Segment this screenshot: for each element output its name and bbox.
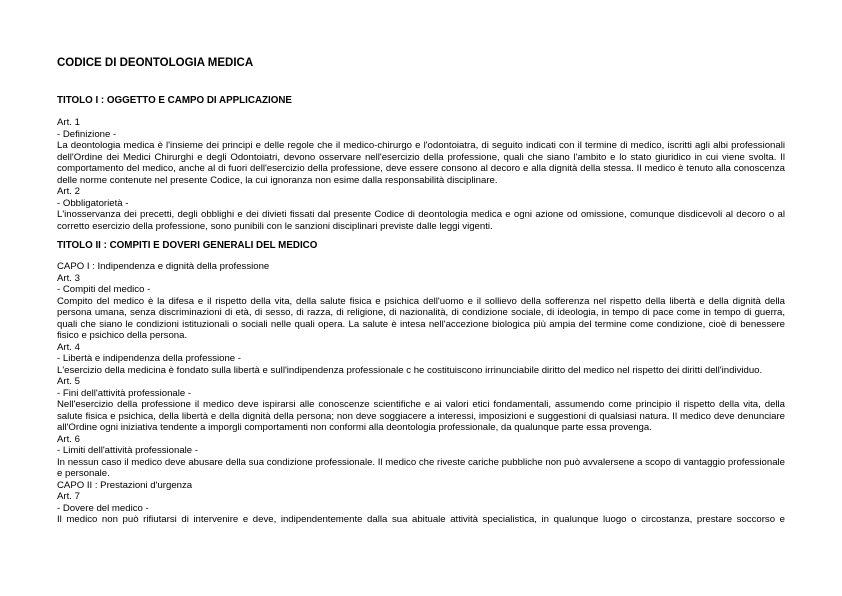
article-label: Art. 4: [57, 341, 80, 353]
article-text: L'esercizio della medicina è fondato sulla libertà e sull'indipendenza professionale c he costituiscono irrinunciabile diritto del medico nel rispetto dei diritti dell'individuo.: [57, 364, 763, 376]
article-text: In nessun caso il medico deve abusare della sua condizione professionale. Il medico che riveste cariche pubbliche non può avvalersene a scopo di vantaggio professionale e personale.: [57, 456, 785, 479]
article-text: La deontologia medica è l'insieme dei principi e delle regole che il medico-chirurgo e l'odontoiatra, di seguito indicati con il termine di medico, iscritti agli albi professionali dell'Ordine dei Medici Chirurghi e degli Odontoiatri, devono osservare nell'esercizio della professione, quali che siano l'ambito e lo stato giuridico in cui viene svolta. Il comportamento del medico, anche al di fuori dell'esercizio della professione, deve essere consono al decoro e alla dignità della stessa. Il medico è tenuto alla conoscenza delle norme contenute nel presente Codice, la cui ignoranza non esime dalla responsabilità disciplinare.: [57, 140, 785, 186]
article-subtitle: - Libertà e indipendenza della professione -: [57, 353, 242, 364]
article-text: Il medico non può rifiutarsi di intervenire e deve, indipendentemente dalla sua abituale attività specialistica, in qualunque luogo o circostanza, prestare soccorso e: [57, 514, 785, 525]
article-subtitle: - Obbligatorietà -: [57, 197, 129, 209]
titolo-1-heading: TITOLO I : OGGETTO E CAMPO DI APPLICAZIONE: [57, 95, 292, 106]
article-text: Nell'esercizio della professione il medico deve ispirarsi alle conoscenze scientifiche e ai valori etici fondamentali, assumendo come principio il rispetto della vita, della salute fisica e psichica, della libertà e della dignità della persona; non deve soggiacere a interessi, imposizioni e suggestioni di qualsiasi natura. Il medico deve denunciare all'Ordine ogni iniziativa tendente a imporgli comportamenti non conformi alla deontologia professionale, da qualunque parte essa provenga.: [57, 399, 785, 433]
article-label: Art. 7: [57, 491, 80, 502]
article-label: Art. 5: [57, 376, 80, 387]
article-text: L'inosservanza dei precetti, degli obblighi e dei divieti fissati dal presente Codice di deontologia medica e ogni azione od omissione, comunque disdicevoli al decoro o al corretto esercizio della professione, sono punibili con le sanzioni disciplinari previste dalle leggi vigenti.: [57, 209, 785, 232]
article-subtitle: - Fini dell'attività professionale -: [57, 387, 192, 399]
article-subtitle: - Definizione -: [57, 128, 117, 140]
titolo-2-heading: TITOLO II : COMPITI E DOVERI GENERALI DEL MEDICO: [57, 240, 318, 251]
capo-heading: CAPO II : Prestazioni d'urgenza: [57, 479, 193, 491]
article-subtitle: - Dovere del medico -: [57, 502, 149, 514]
document-body: [57, 95, 785, 526]
capo-heading: CAPO I : Indipendenza e dignità della professione: [57, 261, 270, 272]
article-subtitle: - Compiti del medico -: [57, 284, 151, 295]
document-title: CODICE DI DEONTOLOGIA MEDICA: [57, 57, 254, 69]
article-label: Art. 6: [57, 433, 80, 445]
article-label: Art. 2: [57, 186, 80, 197]
article-subtitle: - Limiti dell'attività professionale -: [57, 445, 198, 456]
article-label: Art. 1: [57, 117, 80, 128]
article-text: Compito del medico è la difesa e il rispetto della vita, della salute fisica e psichica dell'uomo e il sollievo della sofferenza nel rispetto della libertà e della dignità della persona umana, senza discriminazioni di età, di sesso, di razza, di religione, di nazionalità, di condizione sociale, di ideologia, in tempo di pace come in tempo di guerra, quali che siano le condizioni istituzionali o sociali nelle quali opera. La salute è intesa nell'accezione biologica più ampia del termine come condizione, cioè di benessere fisico e psichico della persona.: [57, 295, 785, 341]
article-label: Art. 3: [57, 272, 80, 284]
